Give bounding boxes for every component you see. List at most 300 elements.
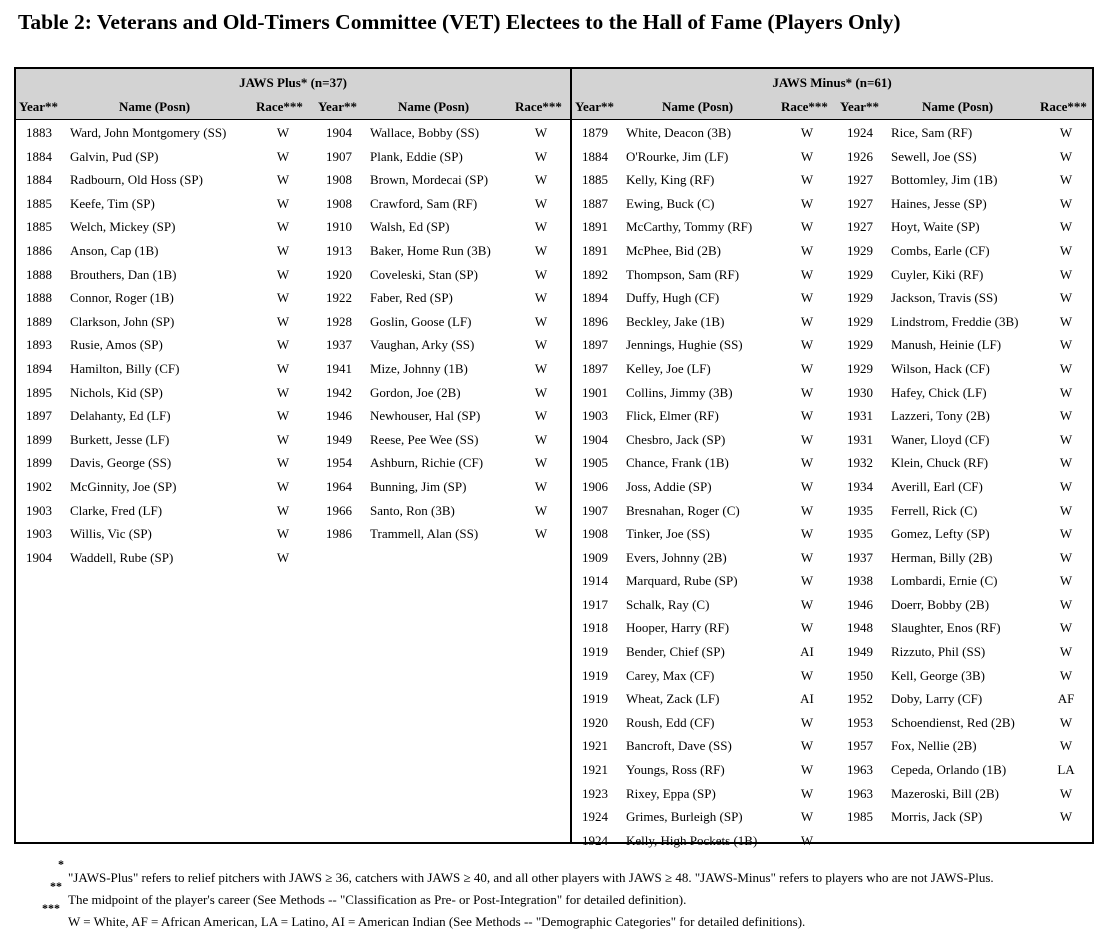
table-row <box>572 310 837 334</box>
cell-race: W <box>1059 313 1073 329</box>
table-title: Table 2: Veterans and Old-Timers Committee (VET) Electees to the Hall of Fame (Players Only) <box>18 10 901 34</box>
cell-name: Evers, Johnny (2B) <box>626 549 727 565</box>
table-row <box>316 239 570 263</box>
cell-year: 1892 <box>582 266 608 282</box>
cell-year: 1966 <box>326 502 352 518</box>
table-row <box>837 333 1096 357</box>
cell-name: Rusie, Amos (SP) <box>70 337 163 353</box>
cell-name: Herman, Billy (2B) <box>891 549 993 565</box>
cell-name: Tinker, Joe (SS) <box>626 526 710 542</box>
cell-race: W <box>276 502 290 518</box>
cell-name: Radbourn, Old Hoss (SP) <box>70 172 203 188</box>
cell-year: 1904 <box>26 549 52 565</box>
cell-year: 1948 <box>847 620 873 636</box>
table-row <box>572 734 837 758</box>
table-row <box>572 522 837 546</box>
cell-race: W <box>276 219 290 235</box>
cell-race: W <box>800 219 814 235</box>
cell-name: Gordon, Joe (2B) <box>370 384 461 400</box>
cell-year: 1891 <box>582 219 608 235</box>
cell-race: W <box>534 219 548 235</box>
cell-name: Schalk, Ray (C) <box>626 596 710 612</box>
table-row <box>16 192 316 216</box>
table-row <box>572 121 837 145</box>
cell-year: 1905 <box>582 455 608 471</box>
cell-name: Kelly, King (RF) <box>626 172 715 188</box>
cell-name: Lazzeri, Tony (2B) <box>891 408 990 424</box>
cell-year: 1904 <box>326 125 352 140</box>
cell-race: W <box>800 573 814 589</box>
cell-name: O'Rourke, Jim (LF) <box>626 148 729 164</box>
cell-race: W <box>276 195 290 211</box>
table-row <box>837 475 1096 499</box>
cell-year: 1935 <box>847 502 873 518</box>
cell-name: Clarke, Fred (LF) <box>70 502 163 518</box>
table-row <box>572 381 837 405</box>
jaws-plus-header <box>16 69 570 120</box>
cell-name: Wallace, Bobby (SS) <box>370 125 480 140</box>
cell-name: Ferrell, Rick (C) <box>891 502 978 518</box>
cell-year: 1946 <box>847 596 873 612</box>
table-row <box>837 687 1096 711</box>
table-row <box>837 569 1096 593</box>
cell-name: Roush, Edd (CF) <box>626 714 715 730</box>
cell-year: 1901 <box>582 384 608 400</box>
cell-race: AF <box>1057 691 1075 707</box>
cell-name: Thompson, Sam (RF) <box>626 266 740 282</box>
cell-year: 1942 <box>326 384 352 400</box>
table-row <box>16 451 316 475</box>
cell-race: W <box>276 431 290 447</box>
cell-year: 1913 <box>326 242 352 258</box>
table-row <box>572 263 837 287</box>
cell-name: Newhouser, Hal (SP) <box>370 408 481 424</box>
cell-name: Galvin, Pud (SP) <box>70 148 159 164</box>
table-row <box>16 168 316 192</box>
cell-name: Hoyt, Waite (SP) <box>891 219 980 235</box>
cell-year: 1922 <box>326 290 352 306</box>
cell-race: W <box>800 172 814 188</box>
table-row <box>572 805 837 829</box>
col-header-race: Race*** <box>1040 99 1087 114</box>
cell-race: W <box>800 455 814 471</box>
table-row <box>572 569 837 593</box>
table-row <box>316 451 570 475</box>
cell-year: 1953 <box>847 714 873 730</box>
cell-race: W <box>276 125 290 140</box>
cell-name: Cuyler, Kiki (RF) <box>891 266 984 282</box>
cell-race: W <box>276 242 290 258</box>
cell-race: W <box>534 172 548 188</box>
cell-year: 1879 <box>582 125 608 140</box>
cell-year: 1957 <box>847 738 873 754</box>
cell-race: W <box>534 431 548 447</box>
cell-year: 1937 <box>847 549 873 565</box>
cell-name: Clarkson, John (SP) <box>70 313 175 329</box>
cell-year: 1908 <box>326 195 352 211</box>
cell-year: 1935 <box>847 526 873 542</box>
table-row <box>16 286 316 310</box>
table-row <box>16 145 316 169</box>
cell-race: W <box>800 502 814 518</box>
cell-name: Doerr, Bobby (2B) <box>891 596 990 612</box>
cell-year: 1899 <box>26 455 52 471</box>
cell-race: W <box>1059 242 1073 258</box>
cell-year: 1932 <box>847 455 873 471</box>
table-row <box>837 263 1096 287</box>
cell-year: 1929 <box>847 360 873 376</box>
cell-name: Collins, Jimmy (3B) <box>626 384 733 400</box>
cell-name: McPhee, Bid (2B) <box>626 242 721 258</box>
table-row <box>837 239 1096 263</box>
table-row <box>837 616 1096 640</box>
table-row <box>316 404 570 428</box>
table-row <box>837 782 1096 806</box>
cell-name: McCarthy, Tommy (RF) <box>626 219 753 235</box>
cell-year: 1920 <box>582 714 608 730</box>
cell-name: Hafey, Chick (LF) <box>891 384 987 400</box>
table-row <box>572 145 837 169</box>
cell-race: W <box>1059 455 1073 471</box>
cell-year: 1885 <box>26 219 52 235</box>
jaws-minus-header <box>572 69 1092 120</box>
cell-year: 1941 <box>326 360 352 376</box>
table-row <box>572 782 837 806</box>
cell-year: 1919 <box>582 691 608 707</box>
cell-race: W <box>276 455 290 471</box>
cell-name: Chance, Frank (1B) <box>626 455 729 471</box>
table-row <box>572 616 837 640</box>
cell-race: W <box>1059 644 1073 660</box>
col-header-name: Name (Posn) <box>119 99 191 114</box>
jaws-minus-title: JAWS Minus* (n=61) <box>772 75 892 90</box>
table-row <box>572 192 837 216</box>
cell-race: W <box>1059 125 1073 140</box>
table-row <box>837 593 1096 617</box>
cell-year: 1964 <box>326 478 352 494</box>
cell-race: W <box>1059 172 1073 188</box>
table-row <box>16 357 316 381</box>
col-header-year: Year** <box>575 99 614 114</box>
cell-race: W <box>534 408 548 424</box>
cell-race: W <box>276 384 290 400</box>
cell-name: Goslin, Goose (LF) <box>370 313 472 329</box>
table-row <box>572 687 837 711</box>
cell-year: 1903 <box>582 408 608 424</box>
cell-race: W <box>1059 478 1073 494</box>
cell-year: 1914 <box>582 573 608 589</box>
cell-name: Joss, Addie (SP) <box>626 478 712 494</box>
cell-name: Flick, Elmer (RF) <box>626 408 719 424</box>
table-row <box>837 451 1096 475</box>
cell-name: Hooper, Harry (RF) <box>626 620 730 636</box>
cell-name: Connor, Roger (1B) <box>70 290 174 306</box>
cell-race: W <box>1059 219 1073 235</box>
cell-year: 1937 <box>326 337 352 353</box>
cell-name: Klein, Chuck (RF) <box>891 455 989 471</box>
jaws-plus-title: JAWS Plus* (n=37) <box>239 75 347 90</box>
cell-year: 1885 <box>582 172 608 188</box>
cell-year: 1929 <box>847 337 873 353</box>
cell-year: 1931 <box>847 408 873 424</box>
cell-race: W <box>276 526 290 542</box>
table-row <box>837 192 1096 216</box>
table-row <box>572 286 837 310</box>
cell-race: W <box>276 360 290 376</box>
cell-name: Bunning, Jim (SP) <box>370 478 467 494</box>
cell-name: Reese, Pee Wee (SS) <box>370 431 479 447</box>
table-row <box>572 593 837 617</box>
cell-year: 1930 <box>847 384 873 400</box>
table-row <box>572 333 837 357</box>
cell-year: 1923 <box>582 785 608 801</box>
cell-race: W <box>276 290 290 306</box>
col-header-race: Race*** <box>781 99 828 114</box>
cell-name: Coveleski, Stan (SP) <box>370 266 478 282</box>
table-row <box>837 168 1096 192</box>
cell-name: Sewell, Joe (SS) <box>891 148 977 164</box>
cell-name: Chesbro, Jack (SP) <box>626 431 726 447</box>
cell-year: 1917 <box>582 596 608 612</box>
cell-year: 1902 <box>26 478 52 494</box>
cell-race: W <box>1059 526 1073 542</box>
cell-name: Hamilton, Billy (CF) <box>70 360 180 376</box>
table-row <box>316 499 570 523</box>
cell-race: W <box>534 266 548 282</box>
cell-name: Waddell, Rube (SP) <box>70 549 174 565</box>
table-row <box>16 333 316 357</box>
cell-year: 1910 <box>326 219 352 235</box>
table-row <box>572 215 837 239</box>
cell-race: W <box>800 478 814 494</box>
cell-race: W <box>800 360 814 376</box>
cell-year: 1985 <box>847 809 873 825</box>
cell-race: W <box>800 195 814 211</box>
cell-year: 1894 <box>582 290 608 306</box>
cell-name: Bender, Chief (SP) <box>626 644 725 660</box>
cell-name: Marquard, Rube (SP) <box>626 573 738 589</box>
table-row <box>837 428 1096 452</box>
table-row <box>316 286 570 310</box>
cell-name: Duffy, Hugh (CF) <box>626 290 720 306</box>
cell-name: Grimes, Burleigh (SP) <box>626 809 743 825</box>
cell-name: Fox, Nellie (2B) <box>891 738 977 754</box>
col-header-year: Year** <box>19 99 58 114</box>
table-row <box>16 215 316 239</box>
cell-name: Ewing, Buck (C) <box>626 195 715 211</box>
cell-race: W <box>1059 337 1073 353</box>
cell-race: W <box>534 195 548 211</box>
cell-race: W <box>800 785 814 801</box>
cell-year: 1919 <box>582 644 608 660</box>
cell-year: 1921 <box>582 762 608 778</box>
cell-year: 1921 <box>582 738 608 754</box>
cell-name: Keefe, Tim (SP) <box>70 195 155 211</box>
cell-race: W <box>276 266 290 282</box>
table-row <box>572 664 837 688</box>
cell-year: 1893 <box>26 337 52 353</box>
cell-race: W <box>534 478 548 494</box>
cell-race: W <box>276 408 290 424</box>
cell-race: W <box>800 148 814 164</box>
cell-name: Bresnahan, Roger (C) <box>626 502 740 518</box>
table-row <box>16 522 316 546</box>
table-row <box>572 357 837 381</box>
cell-name: Gomez, Lefty (SP) <box>891 526 990 542</box>
cell-race: W <box>534 242 548 258</box>
table-row <box>16 546 316 570</box>
cell-name: McGinnity, Joe (SP) <box>70 478 177 494</box>
cell-year: 1952 <box>847 691 873 707</box>
table-row <box>16 428 316 452</box>
cell-race: W <box>800 384 814 400</box>
cell-race: W <box>800 337 814 353</box>
cell-race: W <box>800 526 814 542</box>
cell-year: 1907 <box>582 502 608 518</box>
cell-race: W <box>534 125 548 140</box>
cell-race: W <box>1059 785 1073 801</box>
table-row <box>572 475 837 499</box>
cell-name: Vaughan, Arky (SS) <box>370 337 475 353</box>
cell-year: 1886 <box>26 242 52 258</box>
cell-race: W <box>534 526 548 542</box>
cell-year: 1963 <box>847 785 873 801</box>
table-row <box>837 357 1096 381</box>
table-row <box>837 711 1096 735</box>
cell-name: Santo, Ron (3B) <box>370 502 455 518</box>
cell-race: W <box>1059 360 1073 376</box>
cell-race: W <box>276 172 290 188</box>
cell-year: 1949 <box>326 431 352 447</box>
cell-race: W <box>1059 266 1073 282</box>
cell-name: Ward, John Montgomery (SS) <box>70 125 227 140</box>
table-row <box>16 121 316 145</box>
table-row <box>316 381 570 405</box>
table-row <box>837 640 1096 664</box>
cell-year: 1949 <box>847 644 873 660</box>
cell-name: Jennings, Hughie (SS) <box>626 337 743 353</box>
cell-name: Youngs, Ross (RF) <box>626 762 725 778</box>
table-row <box>837 522 1096 546</box>
cell-race: W <box>800 714 814 730</box>
cell-year: 1894 <box>26 360 52 376</box>
cell-name: Anson, Cap (1B) <box>70 242 159 258</box>
cell-name: Baker, Home Run (3B) <box>370 242 491 258</box>
cell-year: 1928 <box>326 313 352 329</box>
cell-race: W <box>276 549 290 565</box>
table-row <box>837 145 1096 169</box>
cell-race: AI <box>800 691 814 707</box>
table-row <box>316 263 570 287</box>
cell-race: W <box>800 809 814 825</box>
table-row <box>837 734 1096 758</box>
cell-year: 1920 <box>326 266 352 282</box>
cell-year: 1897 <box>582 337 608 353</box>
cell-race: W <box>534 313 548 329</box>
table-row <box>316 168 570 192</box>
jaws-minus-section <box>570 69 1092 848</box>
col-header-race: Race*** <box>256 99 303 114</box>
cell-race: W <box>800 125 814 140</box>
table-row <box>837 546 1096 570</box>
cell-year: 1963 <box>847 762 873 778</box>
cell-race: W <box>1059 620 1073 636</box>
cell-race: AI <box>800 644 814 660</box>
cell-race: W <box>1059 714 1073 730</box>
cell-year: 1885 <box>26 195 52 211</box>
cell-year: 1906 <box>582 478 608 494</box>
table-row <box>572 829 837 853</box>
cell-race: LA <box>1057 762 1075 778</box>
table-row <box>572 239 837 263</box>
cell-name: Faber, Red (SP) <box>370 290 453 306</box>
table-row <box>837 805 1096 829</box>
cell-name: Willis, Vic (SP) <box>70 526 152 542</box>
cell-race: W <box>276 478 290 494</box>
table-row <box>837 664 1096 688</box>
cell-year: 1908 <box>582 526 608 542</box>
cell-year: 1908 <box>326 172 352 188</box>
cell-race: W <box>800 408 814 424</box>
cell-year: 1927 <box>847 172 873 188</box>
cell-name: Walsh, Ed (SP) <box>370 219 450 235</box>
table-row <box>837 286 1096 310</box>
cell-year: 1924 <box>582 832 608 848</box>
table-row <box>316 333 570 357</box>
table-row <box>572 546 837 570</box>
cell-year: 1903 <box>26 502 52 518</box>
table-row <box>837 499 1096 523</box>
hof-table <box>14 67 1094 848</box>
col-header-name: Name (Posn) <box>398 99 470 114</box>
cell-name: Rixey, Eppa (SP) <box>626 785 716 801</box>
cell-name: Kelly, High Pockets (1B) <box>626 832 758 848</box>
cell-name: Burkett, Jesse (LF) <box>70 431 170 447</box>
table-row <box>572 428 837 452</box>
cell-name: Bancroft, Dave (SS) <box>626 738 732 754</box>
cell-year: 1899 <box>26 431 52 447</box>
cell-name: Kell, George (3B) <box>891 667 985 683</box>
table-row <box>16 404 316 428</box>
cell-year: 1934 <box>847 478 873 494</box>
cell-name: Schoendienst, Red (2B) <box>891 714 1015 730</box>
cell-year: 1897 <box>26 408 52 424</box>
cell-name: Plank, Eddie (SP) <box>370 148 463 164</box>
cell-name: Kelley, Joe (LF) <box>626 360 711 376</box>
cell-year: 1929 <box>847 266 873 282</box>
cell-name: Jackson, Travis (SS) <box>891 290 998 306</box>
cell-name: Brown, Mordecai (SP) <box>370 172 489 188</box>
col-header-name: Name (Posn) <box>662 99 734 114</box>
table-row <box>837 381 1096 405</box>
cell-race: W <box>800 242 814 258</box>
cell-race: W <box>800 313 814 329</box>
cell-year: 1919 <box>582 667 608 683</box>
cell-name: Mize, Johnny (1B) <box>370 360 468 376</box>
col-header-name: Name (Posn) <box>922 99 994 114</box>
table-row <box>16 381 316 405</box>
cell-year: 1895 <box>26 384 52 400</box>
cell-name: Mazeroski, Bill (2B) <box>891 785 999 801</box>
cell-race: W <box>1059 195 1073 211</box>
cell-year: 1904 <box>582 431 608 447</box>
cell-name: Carey, Max (CF) <box>626 667 715 683</box>
table-row <box>837 215 1096 239</box>
table-row <box>572 404 837 428</box>
cell-name: Bottomley, Jim (1B) <box>891 172 998 188</box>
table-row <box>316 357 570 381</box>
cell-race: W <box>800 596 814 612</box>
